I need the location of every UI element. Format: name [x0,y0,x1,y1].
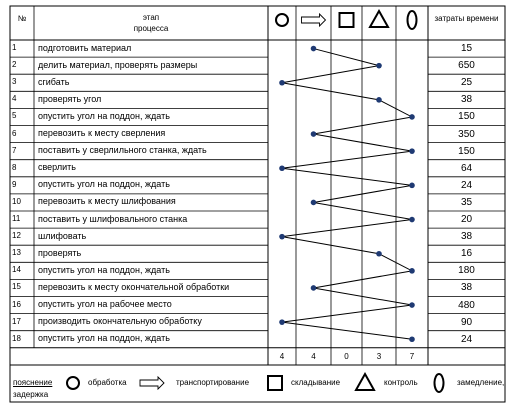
row-cost: 20 [460,214,473,225]
row-step-text: перевозить к месту окончательной обработки [38,281,230,292]
column-total: 4 [279,351,285,361]
row-cost: 25 [460,77,473,89]
row-step-text: опустить угол на поддон, ждать [38,179,170,190]
row-cost: 16 [460,248,473,260]
header-step: этап [142,13,160,22]
row-number: 4 [12,94,17,104]
row-step-text: производить окончательную обработку [38,316,202,327]
legend-operation: обработка [88,378,127,387]
row-number: 14 [12,265,21,275]
row-number: 7 [12,145,17,155]
row-cost: 64 [460,162,473,174]
row-step-text: опустить угол на рабочее место [38,299,172,309]
legend-control: контроль [384,378,418,387]
row-step-text: делить материал, проверять размеры [38,59,198,70]
row-cost: 38 [460,231,473,243]
row-number: 8 [12,162,17,172]
row-number: 16 [12,299,21,309]
legend-delay: замедление, [457,378,505,387]
row-number: 12 [12,231,21,241]
row-number: 2 [12,60,17,70]
legend-title: пояснение [13,378,53,387]
row-cost: 150 [458,111,475,123]
row-cost: 24 [460,179,473,191]
row-step-text: шлифовать [38,230,87,241]
row-number: 11 [12,214,21,223]
header-num: № [17,14,27,23]
row-step-text: проверять [38,247,82,258]
row-number: 1 [12,43,17,52]
row-cost: 24 [460,333,473,345]
header-step-sub: процесса [133,24,169,33]
legend-transport: транспортирование [176,378,250,387]
row-number: 6 [12,128,17,138]
row-cost: 35 [460,196,473,208]
row-number: 13 [12,248,21,258]
row-step-text: сгибать [38,76,70,87]
column-total: 7 [409,351,415,361]
row-number: 10 [12,196,21,206]
row-cost: 180 [458,265,475,277]
row-cost: 15 [460,43,473,54]
legend-storage: складывание [291,378,341,387]
row-cost: 150 [458,145,475,157]
row-cost: 650 [458,60,475,72]
row-number: 15 [12,282,21,292]
row-step-text: поставить у сверлильного станка, ждать [38,145,207,156]
row-number: 9 [12,179,17,189]
row-number: 18 [12,333,21,343]
header-cost: затраты времени [434,14,499,23]
row-cost: 90 [460,316,473,328]
row-cost: 350 [458,128,475,140]
row-number: 5 [12,111,17,121]
legend-delay-2: задержка [13,390,49,399]
row-step-text: опустить угол на поддон, ждать [38,264,170,275]
column-total: 3 [376,351,382,361]
row-step-text: перевозить к месту шлифования [38,196,176,207]
row-step-text: сверлить [38,162,76,173]
row-number: 3 [12,77,17,87]
row-step-text: опустить угол на поддон, ждать [38,333,170,344]
row-step-text: поставить у шлифовального станка [38,213,188,224]
row-cost: 480 [458,299,475,311]
column-total: 4 [311,351,316,361]
row-step-text: опустить угол на поддон, ждать [38,110,170,121]
row-step-text: проверять угол [38,93,102,104]
row-number: 17 [12,316,21,326]
row-step-text: перевозить к месту сверления [38,128,166,138]
row-cost: 38 [460,94,473,106]
row-step-text: подготовить материал [38,42,132,53]
column-total: 0 [344,351,349,361]
row-cost: 38 [460,282,473,294]
